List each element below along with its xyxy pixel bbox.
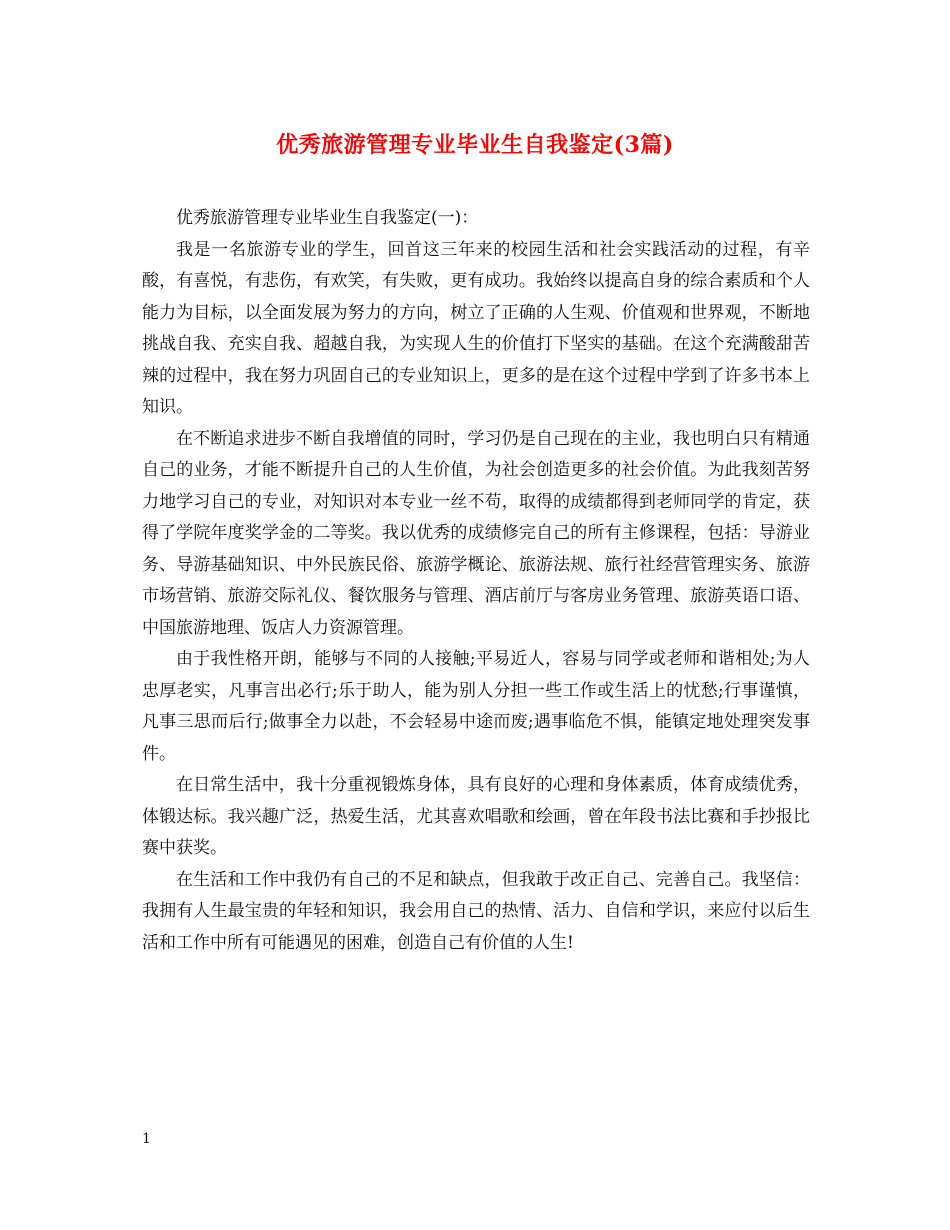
body-paragraph: 在日常生活中，我十分重视锻炼身体，具有良好的心理和身体素质，体育成绩优秀，体锻达标。我兴趣广泛，热爱生活，尤其喜欢唱歌和绘画，曾在年段书法比赛和手抄报比赛中获奖。 (142, 775, 810, 858)
body-paragraph: 我是一名旅游专业的学生，回首这三年来的校园生活和社会实践活动的过程，有辛酸，有喜悦，有悲伤，有欢笑，有失败，更有成功。我始终以提高自身的综合素质和个人能力为目标，以全面发展为努力的方向，树立了正确的人生观、价值观和世界观，不断地挑战自我、充实自我、超越自我，为实现人生的价值打下坚实的基础。在这个充满酸甜苦辣的过程中，我在努力巩固自己的专业知识上，更多的是在这个过程中学到了许多书本上知识。 (142, 239, 810, 417)
document-title: 优秀旅游管理专业毕业生自我鉴定(3篇) (276, 132, 674, 158)
body-paragraph: 由于我性格开朗，能够与不同的人接触;平易近人，容易与同学或老师和谐相处;为人忠厚老实，凡事言出必行;乐于助人，能为别人分担一些工作或生活上的忧愁;行事谨慎，凡事三思而后行;做事全力以赴，不会轻易中途而废;遇事临危不惧，能镇定地处理突发事件。 (142, 649, 810, 764)
body-paragraph: 在生活和工作中我仍有自己的不足和缺点，但我敢于改正自己、完善自己。我坚信：我拥有人生最宝贵的年轻和知识，我会用自己的热情、活力、自信和学识，来应付以后生活和工作中所有可能遇见的困难，创造自己有价值的人生! (142, 869, 810, 953)
page-number: 1 (142, 1131, 151, 1147)
body-paragraph: 在不断追求进步不断自我增值的同时，学习仍是自己现在的主业，我也明白只有精通自己的业务，才能不断提升自己的人生价值，为社会创造更多的社会价值。为此我刻苦努力地学习自己的专业，对知识对本专业一丝不苟，取得的成绩都得到老师同学的肯定，获得了学院年度奖学金的二等奖。我以优秀的成绩修完自己的所有主修课程，包括：导游业务、导游基础知识、中外民族民俗、旅游学概论、旅游法规、旅行社经营管理实务、旅游市场营销、旅游交际礼仪、餐饮服务与管理、酒店前厅与客房业务管理、旅游英语口语、中国旅游地理、饭店人力资源管理。 (142, 428, 810, 638)
section-heading: 优秀旅游管理专业毕业生自我鉴定(一)： (176, 208, 479, 228)
document-body (142, 203, 810, 959)
